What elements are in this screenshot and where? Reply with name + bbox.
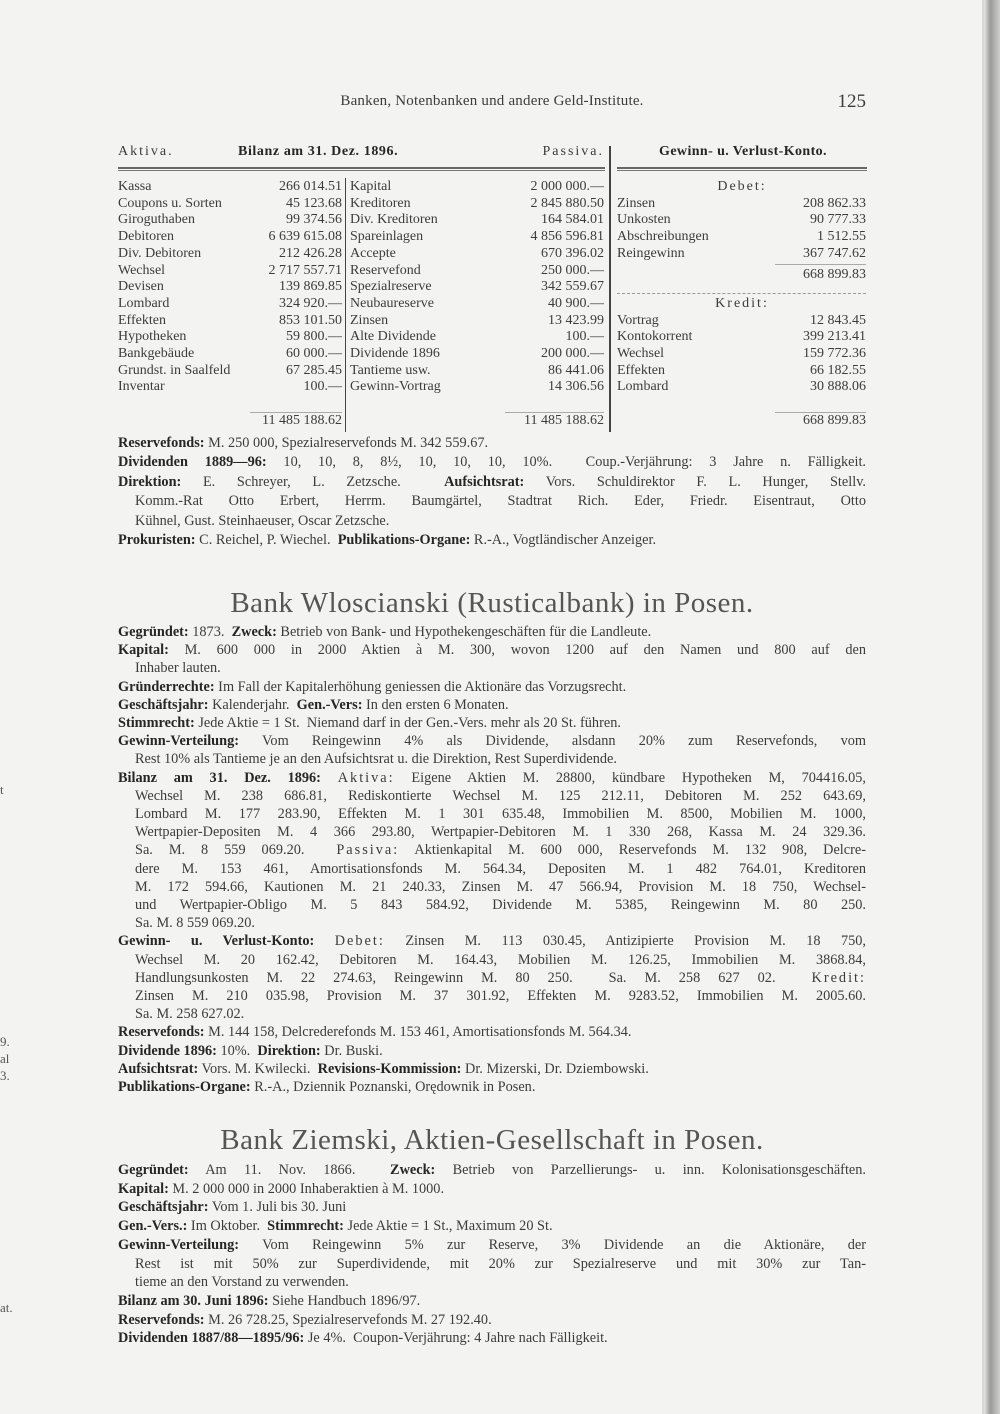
entry-text: Am 11. Nov. 1866. [188,1162,391,1178]
entry-line [118,1180,866,1199]
entry-label: Dividenden 1889—96: [118,454,267,471]
spaced-heading: Passiva: [336,842,400,859]
entry-line [118,823,866,841]
aktiva-label: Coupons u. Sorten [118,195,222,211]
entry-text: Vom Reingewinn 4% als Dividende, alsdann 20% zum Reservefonds, vom [239,733,866,750]
debet-amount: 367 747.62 [803,245,866,261]
entry-text: und Wertpapier-Obligo M. 5 843 584.92, Dividende M. 5385, Reingewinn M. 80 250. [135,897,866,914]
guv-divider [609,146,611,432]
entry-text: Lombard M. 177 283.90, Effekten M. 1 301 635.48, Immobilien M. 8500, Mobilien M. 1000, [135,806,866,823]
spaced-heading: Aktiva: [337,769,395,786]
entry-text [321,770,338,786]
entry-text: Rest ist mit 50% zur Superdividende, mit 20% zur Spezialreserve und mit 30% zur Tan- [135,1255,866,1272]
entry-label: Publikations-Organe: [118,1079,251,1096]
passiva-amount: 342 559.67 [541,279,604,295]
aktiva-amount: 853 101.50 [279,312,342,328]
entry-text: Rest 10% als Tantieme je an den Aufsichtsrat u. die Direktion, Rest Superdividende. [135,751,617,768]
kredit-label: Kontokorrent [617,329,693,345]
entry-label: Gegründet: [118,1162,189,1178]
bank-ziemski-entries [118,1161,866,1348]
entry-label: Reservefonds: [118,435,205,451]
entry-line [118,1255,866,1274]
entry-line [118,1161,866,1180]
passiva-amount: 86 441.06 [548,362,604,378]
entry-line [118,860,866,878]
entry-text: M. 250 000, Spezialreservefonds M. 342 559.67. [204,435,489,451]
aktiva-amount: 139 869.85 [279,279,342,295]
aktiva-amount: 99 374.56 [286,212,342,228]
entry-label: Reservefonds: [118,1024,205,1041]
debet-label: Reingewinn [617,245,685,261]
margin-fragment: t [0,782,4,797]
entry-line [118,841,866,859]
debet-amount: 90 777.33 [810,212,866,228]
aktiva-amount: 6 639 615.08 [268,229,342,245]
passiva-label: Alte Dividende [350,329,436,345]
entry-line [118,512,866,531]
header-rule [118,170,605,171]
header-rule [118,167,605,169]
entry-line [118,1273,866,1292]
passiva-label: Div. Kreditoren [350,212,438,228]
entry-label: Publikations-Organe: [337,532,471,549]
passiva-label: Zinsen [350,312,389,328]
entry-text: Eigene Aktien M. 28800, kündbare Hypotheken M, 704416.05, [394,769,866,786]
aktiva-amount: 60 000.— [286,346,342,361]
passiva-total: 11 485 188.62 [524,412,604,428]
passiva-heading: Passiva. [542,144,604,159]
passiva-amount: 250 000.— [541,262,604,278]
entry-line [118,787,866,805]
kredit-label: Vortrag [617,312,659,328]
entry-text: Vors. M. Kwilecki. [198,1060,318,1077]
entry-line [118,714,866,732]
entry-text: M. 172 594.66, Kautionen M. 21 240.33, Zinsen M. 47 566.94, Provision M. 18 750, Wechsel- [135,878,866,895]
entry-text: Dr. Buski. [320,1042,383,1059]
entry-label: Gen.-Vers: [296,696,363,713]
entry-label: Aufsichtsrat: [118,1060,199,1077]
entry-line [118,896,866,914]
kredit-label: Lombard [617,379,669,395]
entry-line [118,1023,866,1041]
entry-text [314,933,334,949]
entry-text: Jede Aktie = 1 St., Maximum 20 St. [343,1218,553,1235]
passiva-amount: 14 306.56 [548,379,604,395]
entry-text: Vors. Schuldirektor F. L. Hunger, Stellv. [524,473,866,490]
aktiva-amount: 2 717 557.71 [268,262,342,278]
aktiva-amount: 45 123.68 [286,195,342,211]
entry-label: Stimmrecht: [118,715,195,732]
debet-amount: 1 512.55 [817,229,866,245]
entry-text: Wertpapier-Depositen M. 4 366 293.80, Wertpapier-Debitoren M. 1 330 268, Kassa M. 24 329.36. [135,824,866,841]
kredit-total: 668 899.83 [803,412,866,428]
entry-text: Sa. M. 258 627.02. [135,1006,245,1023]
entry-text: Sa. M. 8 559 069.20. [135,915,255,932]
kredit-amount: 30 888.06 [810,379,866,395]
column-divider [345,178,346,432]
aktiva-label: Div. Debitoren [118,245,202,261]
entry-line [118,531,866,550]
entry-line [118,769,866,787]
debet-amount: 208 862.33 [803,195,866,211]
header-rule [617,167,867,169]
entry-text: Inhaber lauten. [135,660,221,677]
entry-line [118,434,866,453]
entry-label: Prokuristen: [118,532,196,549]
entry-line [118,732,866,750]
entry-line [118,878,866,896]
aktiva-label: Hypotheken [118,329,187,345]
entry-label: Zweck: [390,1162,436,1178]
entry-text: M. 26 728.25, Spezialreservefonds M. 27 192.40. [204,1311,492,1328]
kredit-amount: 66 182.55 [810,362,866,378]
entry-line [118,659,866,677]
entry-line [118,623,866,641]
passiva-label: Spezialreserve [350,279,432,295]
entry-label: Gewinn- u. Verlust-Konto: [118,933,315,950]
entry-line [118,914,866,932]
entry-text: 1873. [188,624,232,640]
subtotal-rule [775,264,866,265]
section-title-bank-wloscianski: Bank Wloscianski (Rusticalbank) in Posen. [230,587,754,619]
debet-total: 668 899.83 [803,266,866,282]
balance-sheet-table [0,0,1000,440]
aktiva-total: 11 485 188.62 [262,412,342,428]
passiva-label: Kreditoren [350,195,411,211]
spaced-heading: Kredit: [811,969,866,986]
entry-text: Vom Reingewinn 5% zur Reserve, 3% Dividende an die Aktionäre, der [239,1236,866,1253]
passiva-label: Kapital [350,179,392,194]
entry-text: 10, 10, 8, 8½, 10, 10, 10, 10%. Coup.-Verjährung: 3 Jahre n. Fälligkeit. [266,454,867,471]
entry-text: Kalenderjahr. [208,696,297,713]
entry-text: Handlungsunkosten M. 22 274.63, Reingewinn M. 80 250. Sa. M. 258 627 02. [135,969,812,986]
guv-title: Gewinn- u. Verlust-Konto. [659,144,827,159]
entry-line [118,641,866,659]
entry-line [118,1217,866,1236]
passiva-amount: 200 000.— [541,346,604,361]
entry-text: E. Schreyer, L. Zetzsche. [181,473,445,490]
entry-text: M. 144 158, Delcrederefonds M. 153 461, Amortisationsfonds M. 564.34. [204,1024,632,1041]
entry-text: R.-A., Vogtländischer Anzeiger. [470,532,657,549]
margin-fragment: at. [0,1300,13,1315]
entry-label: Dividende 1896: [118,1042,217,1059]
entry-text: Dr. Mizerski, Dr. Dziembowski. [461,1060,649,1077]
aktiva-heading: Aktiva. [118,144,174,159]
entry-label: Stimmrecht: [267,1218,344,1235]
entry-label: Dividenden 1887/88—1895/96: [118,1330,305,1347]
aktiva-label: Grundst. in Saalfeld [118,362,231,378]
margin-fragment: al [0,1051,10,1066]
section-title-bank-ziemski: Bank Ziemski, Aktien-Gesellschaft in Posen. [220,1124,764,1156]
entry-text: Sa. M. 8 559 069.20. [135,842,337,859]
entry-line [118,1329,866,1348]
entry-label: Aufsichtsrat: [444,473,525,490]
entry-text: Komm.-Rat Otto Erbert, Herrm. Baumgärtel, Stadtrat Rich. Eder, Friedr. Eisentraut, Otto [135,493,866,510]
entry-text: Siehe Handbuch 1896/97. [268,1292,421,1309]
passiva-amount: 100.— [565,329,604,345]
entry-line [118,987,866,1005]
entry-label: Gewinn-Verteilung: [118,1236,239,1253]
entry-line [118,1078,866,1096]
balance-title: Bilanz am 31. Dez. 1896. [238,144,399,159]
passiva-amount: 40 900.— [548,295,604,311]
entry-text: Je 4%. Coupon-Verjährung: 4 Jahre nach Fälligkeit. [304,1330,608,1347]
passiva-label: Dividende 1896 [350,346,440,361]
entry-line [118,453,866,472]
entry-text: Zinsen M. 210 035.98, Provision M. 37 301.92, Effekten M. 9283.52, Immobilien M. 2005.60. [135,988,866,1005]
aktiva-label: Inventar [118,379,165,395]
entry-text: Im Oktober. [187,1218,268,1235]
entry-label: Kapital: [118,1180,169,1197]
entry-text: Aktienkapital M. 600 000, Reservefonds M. 132 908, Delcre- [399,842,866,859]
entry-text: Zinsen M. 113 030.45, Antizipierte Provision M. 18 750, [384,933,866,950]
entry-text: In den ersten 6 Monaten. [362,696,509,713]
entry-text: M. 2 000 000 in 2000 Inhaberaktien à M. 1000. [168,1180,445,1197]
entry-text: Jede Aktie = 1 St. Niemand darf in der Gen.-Vers. mehr als 20 St. führen. [194,715,621,732]
kredit-amount: 12 843.45 [810,312,866,328]
section-separator [617,293,866,294]
passiva-amount: 2 845 880.50 [530,195,604,211]
passiva-amount: 13 423.99 [548,312,604,328]
header-rule [617,170,867,171]
debet-label: Abschreibungen [617,229,709,245]
entry-label: Direktion: [118,473,182,490]
entry-text: M. 600 000 in 2000 Aktien à M. 300, wovon 1200 auf den Namen und 800 auf den [168,642,866,659]
passiva-amount: 4 856 596.81 [530,229,604,245]
entry-label: Zweck: [231,624,277,640]
entry-line [118,932,866,950]
margin-fragment: 9. [0,1034,10,1049]
entry-line [118,1198,866,1217]
aktiva-amount: 100.— [303,379,342,395]
passiva-label: Accepte [350,245,396,261]
entry-line [118,678,866,696]
entry-text: Betrieb von Bank- und Hypothekengeschäften für die Landleute. [276,624,652,640]
entry-text: tieme an den Vorstand zu verwenden. [135,1274,349,1291]
passiva-label: Spareinlagen [350,229,424,245]
entry-label: Geschäftsjahr: [118,1199,209,1216]
passiva-amount: 2 000 000.— [530,179,604,194]
bank-wloscianski-entries [118,623,866,1096]
entry-label: Gewinn-Verteilung: [118,733,239,750]
entry-line [118,1292,866,1311]
entry-text: C. Reichel, P. Wiechel. [195,532,338,549]
running-title: Banken, Notenbanken und andere Geld-Institute. [340,93,644,109]
spaced-heading: Debet: [334,933,385,950]
entry-label: Kapital: [118,642,169,659]
kredit-label: Effekten [617,362,665,378]
margin-fragment: 3. [0,1068,10,1083]
entry-text: Im Fall der Kapitalerhöhung geniessen die Aktionäre das Vorzugsrecht. [214,678,627,695]
passiva-amount: 164 584.01 [541,212,604,228]
entry-text: Vom 1. Juli bis 30. Juni [208,1199,347,1216]
kredit-amount: 399 213.41 [803,329,866,345]
entry-text: R.-A., Dziennik Poznanski, Orędownik in Posen. [250,1079,536,1096]
entry-line [118,473,866,492]
entry-label: Bilanz am 31. Dez. 1896: [118,769,321,786]
entry-line [118,1311,866,1330]
passiva-label: Gewinn-Vortrag [350,379,441,395]
entry-text: Betrieb von Parzellierungs- u. inn. Kolonisationsgeschäften. [435,1162,866,1178]
entry-text: 10%. [216,1042,258,1059]
debet-label: Unkosten [617,212,671,228]
entry-line [118,1060,866,1078]
entry-text: Wechsel M. 20 162.42, Debitoren M. 164.43, Mobilien M. 126.25, Immobilien M. 3868.84, [135,951,866,968]
aktiva-amount: 212 426.28 [279,245,342,261]
entry-line [118,696,866,714]
aktiva-label: Lombard [118,295,170,311]
kredit-label: Wechsel [617,346,665,361]
entry-line [118,1236,866,1255]
entry-label: Gegründet: [118,624,189,640]
entry-text: Wechsel M. 238 686.81, Rediskontierte Wechsel M. 125 212.11, Debitoren M. 252 643.69, [135,787,866,804]
passiva-amount: 670 396.02 [541,245,604,261]
passiva-label: Tantieme usw. [350,362,431,378]
entry-label: Reservefonds: [118,1311,205,1328]
debet-label: Zinsen [617,195,656,211]
passiva-label: Neubaureserve [350,295,434,311]
previous-bank-notes [118,434,866,550]
entry-line [118,1042,866,1060]
entry-label: Bilanz am 30. Juni 1896: [118,1292,269,1309]
entry-label: Geschäftsjahr: [118,696,209,713]
entry-text: dere M. 153 461, Amortisationsfonds M. 564.34, Depositen M. 1 482 764.01, Kreditoren [135,860,866,877]
kredit-heading: Kredit: [715,295,769,311]
entry-label: Direktion: [257,1042,321,1059]
entry-text: Kühnel, Gust. Steinhaeuser, Oscar Zetzsche. [135,512,390,529]
kredit-amount: 159 772.36 [803,346,866,361]
entry-label: Gen.-Vers.: [118,1218,188,1235]
aktiva-label: Effekten [118,312,166,328]
entry-label: Revisions-Kommission: [317,1060,462,1077]
entry-line [118,969,866,987]
aktiva-label: Bankgebäude [118,346,195,361]
aktiva-label: Wechsel [118,262,166,278]
aktiva-label: Kassa [118,179,152,194]
aktiva-label: Devisen [118,279,164,295]
passiva-label: Reservefond [350,262,421,278]
aktiva-amount: 59 800.— [286,329,342,345]
entry-line [118,750,866,768]
page-number: 125 [837,91,866,112]
entry-line [118,1005,866,1023]
entry-line [118,805,866,823]
aktiva-amount: 324 920.— [279,295,342,311]
aktiva-amount: 266 014.51 [279,179,342,194]
debet-heading: Debet: [717,179,767,194]
entry-line [118,492,866,511]
entry-label: Gründerrechte: [118,678,215,695]
aktiva-label: Giroguthaben [118,212,195,228]
entry-line [118,951,866,969]
aktiva-amount: 67 285.45 [286,362,342,378]
aktiva-label: Debitoren [118,229,174,245]
